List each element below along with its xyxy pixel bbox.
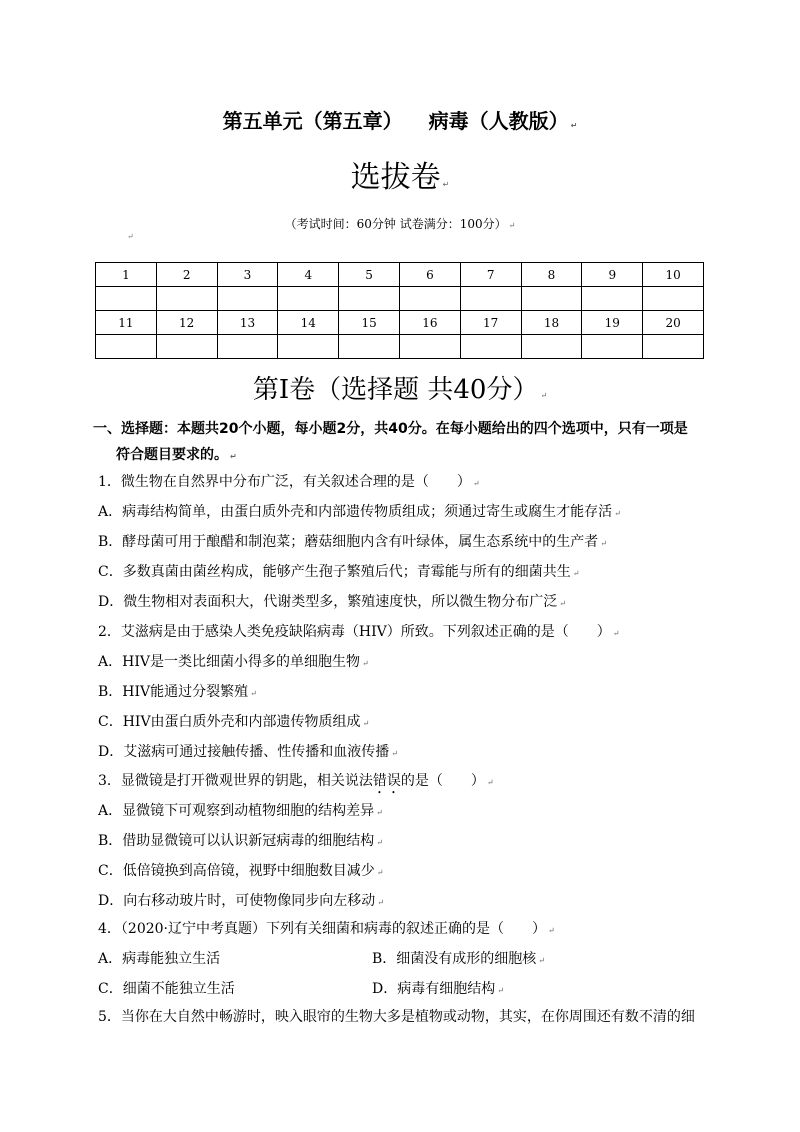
- question-number-cell: 9: [582, 263, 643, 287]
- question-number-cell: 5: [339, 263, 400, 287]
- answer-cell[interactable]: [643, 335, 704, 359]
- question-2-option-d[interactable]: D．艾滋病可通过接触传播、性传播和血液传播 ↵: [98, 744, 398, 760]
- question-number-cell: 15: [339, 311, 400, 335]
- question-number-cell: 20: [643, 311, 704, 335]
- answer-cell[interactable]: [399, 335, 460, 359]
- question-number-cell: 3: [217, 263, 278, 287]
- question-4-option-a[interactable]: A．病毒能独立生活: [98, 951, 221, 967]
- question-4-option-b[interactable]: B．细菌没有成形的细胞核 ↵: [372, 951, 545, 967]
- question-3-stem: 3．显微镜是打开微观世界的钥匙，相关说法错误的是（ ） ↵: [98, 773, 494, 789]
- question-number-cell: 14: [278, 311, 339, 335]
- answer-cell[interactable]: [278, 335, 339, 359]
- emphasis-word: 错误: [372, 773, 401, 789]
- answer-table-header-row: [96, 311, 704, 335]
- answer-table: [95, 262, 704, 359]
- question-3-option-a[interactable]: A．显微镜下可观察到动植物细胞的结构差异 ↵: [98, 803, 383, 819]
- instruction-line: 一、选择题：本题共20个小题，每小题2分，共40分。在每小题给出的四个选项中，只有一项是: [93, 421, 688, 437]
- question-1-stem: 1．微生物在自然界中分布广泛，有关叙述合理的是（ ） ↵: [98, 474, 480, 490]
- question-3-option-b[interactable]: B．借助显微镜可以认识新冠病毒的细胞结构 ↵: [98, 833, 383, 849]
- answer-cell[interactable]: [278, 287, 339, 311]
- question-2-option-c[interactable]: C．HIV由蛋白质外壳和内部遗传物质组成 ↵: [98, 714, 370, 730]
- answer-cell[interactable]: [399, 287, 460, 311]
- question-4-stem: 4．（2020·辽宁中考真题）下列有关细菌和病毒的叙述正确的是（ ） ↵: [98, 921, 555, 937]
- exam-info: （考试时间：60分钟 试卷满分：100分） ↵: [284, 217, 516, 231]
- question-number-cell: 18: [521, 311, 582, 335]
- question-1-option-d[interactable]: D．微生物相对表面积大，代谢类型多，繁殖速度快，所以微生物分布广泛 ↵: [98, 594, 566, 610]
- question-number-cell: 13: [217, 311, 278, 335]
- answer-cell[interactable]: [339, 335, 400, 359]
- answer-cell[interactable]: [156, 335, 217, 359]
- answer-cell[interactable]: [217, 335, 278, 359]
- answer-cell[interactable]: [460, 287, 521, 311]
- question-1-option-c[interactable]: C．多数真菌由菌丝构成，能够产生孢子繁殖后代；青霉能与所有的细菌共生 ↵: [98, 564, 580, 580]
- section-instructions: [93, 416, 713, 470]
- question-number-cell: 11: [96, 311, 157, 335]
- question-1-option-b[interactable]: B．酵母菌可用于酿醋和制泡菜；蘑菇细胞内含有叶绿体，属生态系统中的生产者 ↵: [98, 534, 607, 550]
- answer-table-blank-row: [96, 287, 704, 311]
- answer-cell[interactable]: [96, 335, 157, 359]
- question-number-cell: 1: [96, 263, 157, 287]
- question-number-cell: 4: [278, 263, 339, 287]
- answer-cell[interactable]: [582, 287, 643, 311]
- title-unit: 第五单元（第五章）: [222, 109, 403, 133]
- question-2-option-b[interactable]: B．HIV能通过分裂繁殖 ↵: [98, 684, 257, 700]
- title-topic: 病毒（人教版）: [428, 109, 569, 133]
- answer-cell[interactable]: [582, 335, 643, 359]
- question-3-option-d[interactable]: D．向右移动玻片时，可使物像同步向左移动 ↵: [98, 893, 384, 909]
- question-number-cell: 2: [156, 263, 217, 287]
- question-4-option-d[interactable]: D．病毒有细胞结构 ↵: [372, 981, 504, 997]
- question-5-stem: 5．当你在大自然中畅游时，映入眼帘的生物大多是植物或动物，其实，在你周围还有数不清的细: [98, 1009, 695, 1025]
- answer-cell[interactable]: [339, 287, 400, 311]
- answer-cell[interactable]: [156, 287, 217, 311]
- question-number-cell: 10: [643, 263, 704, 287]
- question-4-option-c[interactable]: C．细菌不能独立生活: [98, 981, 235, 997]
- question-1-option-a[interactable]: A．病毒结构简单，由蛋白质外壳和内部遗传物质组成；须通过寄生或腐生才能存活 ↵: [98, 504, 621, 520]
- instruction-line: 符合题目要求的。 ↵: [116, 447, 237, 463]
- question-number-cell: 19: [582, 311, 643, 335]
- answer-table-header-row: [96, 263, 704, 287]
- answer-cell[interactable]: [521, 287, 582, 311]
- question-number-cell: 8: [521, 263, 582, 287]
- question-number-cell: 16: [399, 311, 460, 335]
- question-number-cell: 6: [399, 263, 460, 287]
- question-number-cell: 17: [460, 311, 521, 335]
- exam-title: 第五单元（第五章） 病毒（人教版） ↵: [222, 109, 578, 133]
- answer-cell[interactable]: [643, 287, 704, 311]
- question-2-option-a[interactable]: A．HIV是一类比细菌小得多的单细胞生物 ↵: [98, 654, 369, 670]
- exam-subtitle: 选拔卷 ↵: [350, 160, 450, 195]
- question-number-cell: 12: [156, 311, 217, 335]
- answer-cell[interactable]: [521, 335, 582, 359]
- part-one-title: 第Ⅰ卷（选择题 共40分） ↵: [252, 375, 548, 405]
- paragraph-mark: ↵: [127, 232, 134, 241]
- answer-cell[interactable]: [460, 335, 521, 359]
- answer-cell[interactable]: [217, 287, 278, 311]
- answer-table-blank-row: [96, 335, 704, 359]
- question-2-stem: 2．艾滋病是由于感染人类免疫缺陷病毒（HIV）所致。下列叙述正确的是（ ） ↵: [98, 624, 620, 640]
- question-number-cell: 7: [460, 263, 521, 287]
- question-3-option-c[interactable]: C．低倍镜换到高倍镜，视野中细胞数目减少 ↵: [98, 863, 384, 879]
- answer-cell[interactable]: [96, 287, 157, 311]
